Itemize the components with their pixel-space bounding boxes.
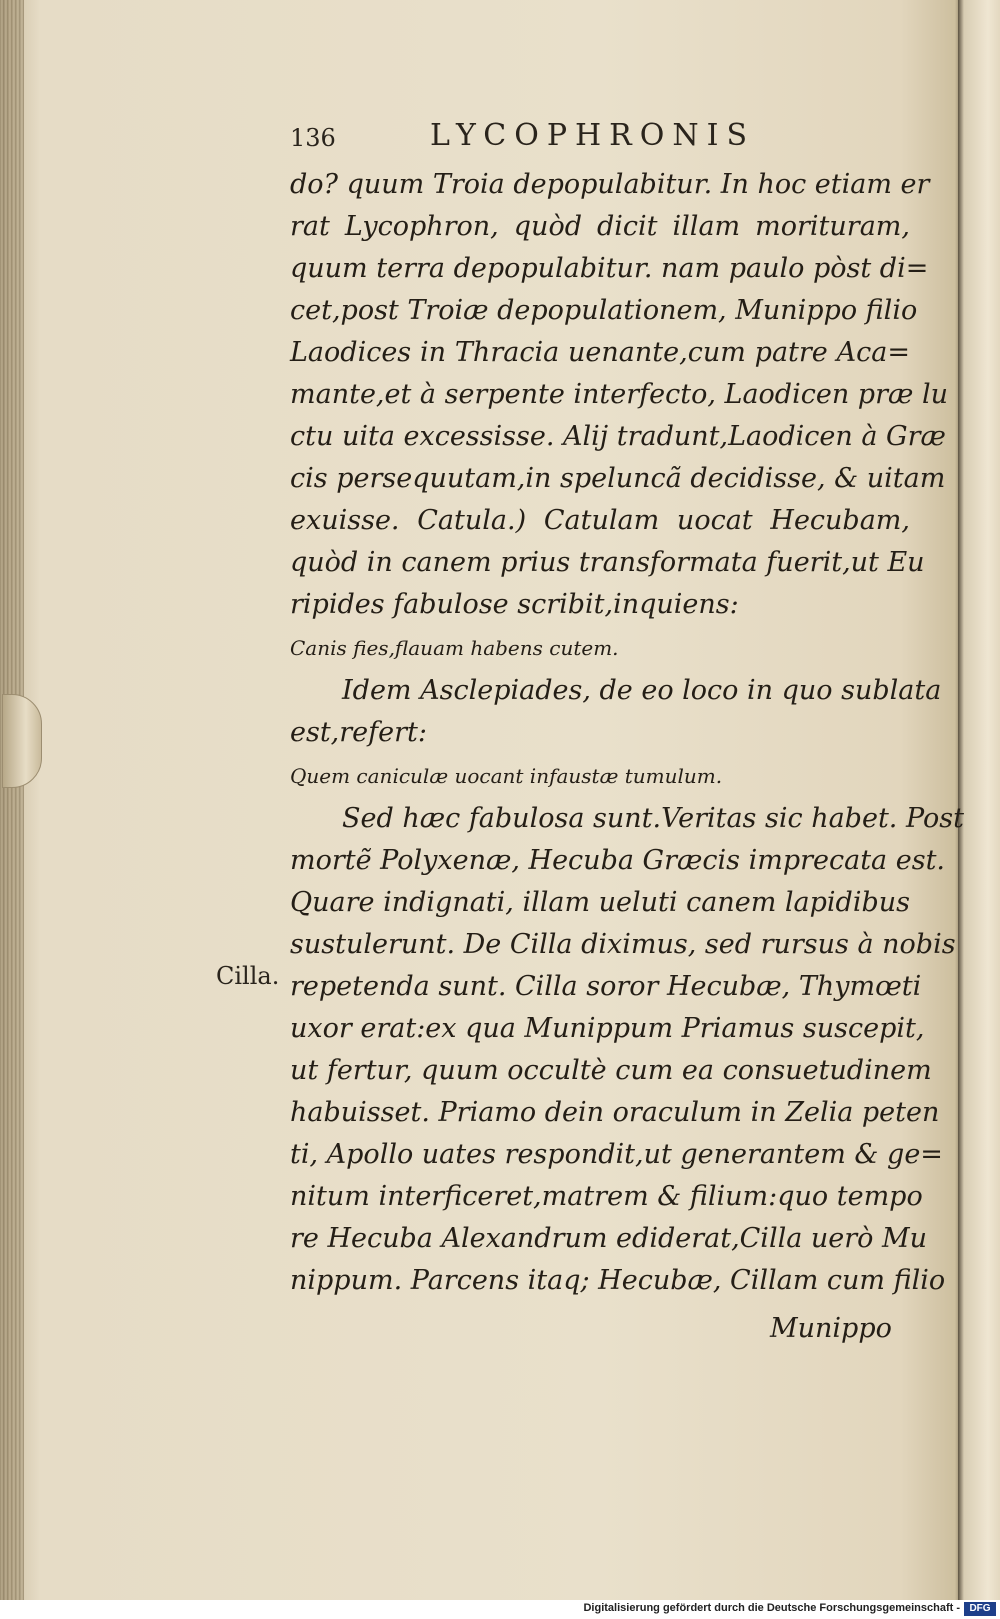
verse-quote: Canis fies,flauam habens cutem. [290,636,619,660]
text-line: ut fertur, quum occultè cum ea consuetudinem [290,1055,932,1086]
text-line: ctu uita excessisse. Alij tradunt,Laodicen à Græ [290,421,946,452]
text-line: Sed hæc fabulosa sunt.Veritas sic habet. Post [342,803,964,834]
text-line: mante,et à serpente interfecto, Laodicen præ lu [290,379,948,410]
text-line: do? quum Troia depopulabitur. In hoc etiam er [290,169,930,200]
text-line: habuisset. Priamo dein oraculum in Zelia peten [290,1097,940,1128]
text-line: Idem Asclepiades, de eo loco in quo sublata [342,675,942,706]
catchword: Munippo [770,1313,892,1344]
text-line: exuisse. Catula.) Catulam uocat Hecubam, [290,505,910,536]
text-line: cet,post Troiæ depopulationem, Munippo filio [290,295,918,326]
page-number: 136 [290,124,336,152]
text-line: sustulerunt. De Cilla diximus, sed rursus à nobis [290,929,956,960]
facing-page-edge [958,0,1000,1600]
text-line: Quare indignati, illam ueluti canem lapidibus [290,887,910,918]
text-line: repetenda sunt. Cilla soror Hecubæ, Thymœti [290,971,922,1002]
margin-note: Cilla. [216,962,280,990]
text-line: quum terra depopulabitur. nam paulo pòst di= [290,253,929,284]
book-clasp [2,694,42,788]
text-line: quòd in canem prius transformata fuerit,ut Eu [290,547,925,578]
text-line: ripides fabulose scribit,inquiens: [290,589,739,620]
digitization-footer [0,1600,1000,1619]
verse-quote: Quem caniculæ uocant infaustæ tumulum. [290,764,723,788]
book-gutter-edge [0,0,24,1600]
text-line: mortẽ Polyxenæ, Hecuba Græcis imprecata est. [290,845,946,876]
text-line: Laodices in Thracia uenante,cum patre Aca= [290,337,910,368]
running-title: LYCOPHRONIS [430,118,756,153]
text-line: uxor erat:ex qua Munippum Priamus suscepit, [290,1013,925,1044]
text-line: re Hecuba Alexandrum ediderat,Cilla uerò Mu [290,1223,928,1254]
text-line: rat Lycophron, quòd dicit illam morituram, [290,211,910,242]
page-header [290,118,810,158]
text-line: est,refert: [290,717,427,748]
text-line: cis persequutam,in speluncã decidisse, & uitam [290,463,946,494]
text-line: ti, Apollo uates respondit,ut generantem & ge= [290,1139,943,1170]
dfg-logo: DFG [964,1602,996,1616]
text-line: nitum interficeret,matrem & filium:quo tempo [290,1181,923,1212]
text-line: nippum. Parcens itaq; Hecubæ, Cillam cum filio [290,1265,946,1296]
body-text [290,164,964,1302]
footer-credit: Digitalisierung gefördert durch die Deutsche Forschungsgemeinschaft - [583,1602,960,1614]
